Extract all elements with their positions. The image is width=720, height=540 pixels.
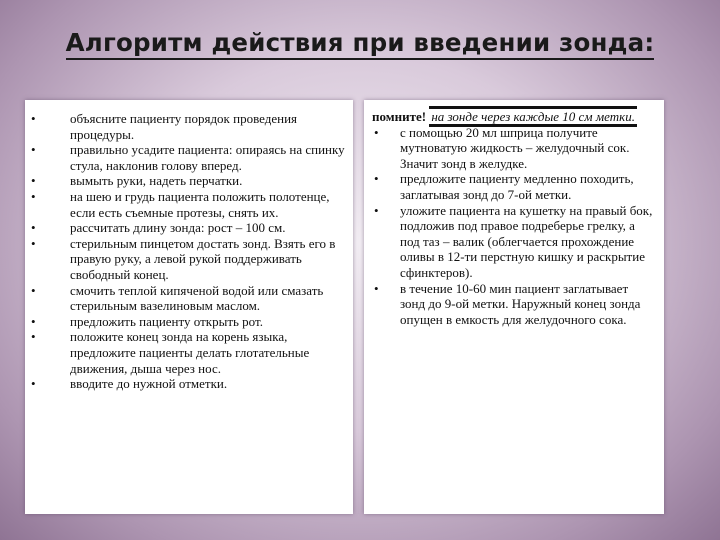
list-item (25, 329, 345, 376)
list-item (25, 142, 345, 173)
bullet-icon: • (31, 235, 36, 251)
bullet-icon: • (374, 202, 379, 218)
list-item-text: в течение 10-60 мин пациент заглатывает зонд до 9-ой метки. Наружный конец зонда опущен в емкость для желудочного сока. (400, 280, 641, 327)
bullet-icon: • (31, 282, 36, 298)
bullet-icon: • (374, 280, 379, 296)
bullet-icon: • (31, 376, 36, 392)
list-item (25, 189, 345, 220)
list-item-text: предложите пациенту медленно походить, заглатывая зонд до 7-ой метки. (400, 171, 634, 202)
list-item (25, 220, 345, 236)
bullet-icon: • (374, 171, 379, 187)
bullet-icon: • (31, 329, 36, 345)
bullet-icon: • (31, 220, 36, 236)
list-item (25, 314, 345, 330)
slide-title-text: Алгоритм действия при введении зонда: (66, 28, 655, 60)
left-step-list (25, 100, 353, 392)
list-item (364, 171, 654, 202)
bullet-icon: • (31, 142, 36, 158)
reminder-label: помните! (372, 109, 427, 124)
list-item (25, 173, 345, 189)
list-item-text: предложить пациенту открыть рот. (70, 313, 263, 329)
list-item-text: уложите пациента на кушетку на правый бок, подложив под правое подреберье грелку, а под таз – валик (облегчается прохождение оливы в 12-ти перстную кишку и раскрытие сфинктеров). (400, 202, 653, 280)
reminder-heading (364, 100, 664, 125)
list-item-text: смочить теплой кипяченой водой или смазать стерильным вазелиновым маслом. (70, 282, 324, 314)
list-item (364, 281, 654, 328)
list-item (364, 203, 654, 281)
list-item-text: на шею и грудь пациента положить полотенце, если есть съемные протезы, снять их. (70, 188, 330, 220)
list-item-text: стерильным пинцетом достать зонд. Взять его в правую руку, а левой рукой поддерживать свободный конец. (70, 235, 336, 282)
list-item (25, 236, 345, 283)
list-item-text: объясните пациенту порядок проведения процедуры. (70, 111, 298, 142)
bullet-icon: • (31, 313, 36, 329)
right-step-list (364, 125, 664, 328)
bullet-icon: • (31, 173, 36, 189)
list-item (25, 283, 345, 314)
list-item-text: положите конец зонда на корень языка, предложите пациенты делать глотательные движения, дыша через нос. (70, 329, 310, 376)
right-panel (364, 100, 664, 514)
slide-title (0, 28, 720, 57)
list-item-text: рассчитать длину зонда: рост – 100 см. (70, 220, 286, 236)
list-item-text: с помощью 20 мл шприца получите мутноватую жидкость – желудочный сок. Значит зонд в желудке. (400, 124, 630, 171)
list-item (25, 111, 345, 142)
list-item-text: вымыть руки, надеть перчатки. (70, 173, 243, 189)
list-item (364, 125, 654, 172)
list-item-text: правильно усадите пациента: опираясь на спинку стула, наклонив голову вперед. (70, 142, 345, 173)
bullet-icon: • (31, 188, 36, 204)
reminder-note: на зонде через каждые 10 см метки. (429, 106, 637, 127)
list-item-text: вводите до нужной отметки. (70, 376, 228, 392)
left-panel (25, 100, 353, 514)
list-item (25, 376, 345, 392)
bullet-icon: • (374, 124, 379, 140)
bullet-icon: • (31, 111, 36, 126)
